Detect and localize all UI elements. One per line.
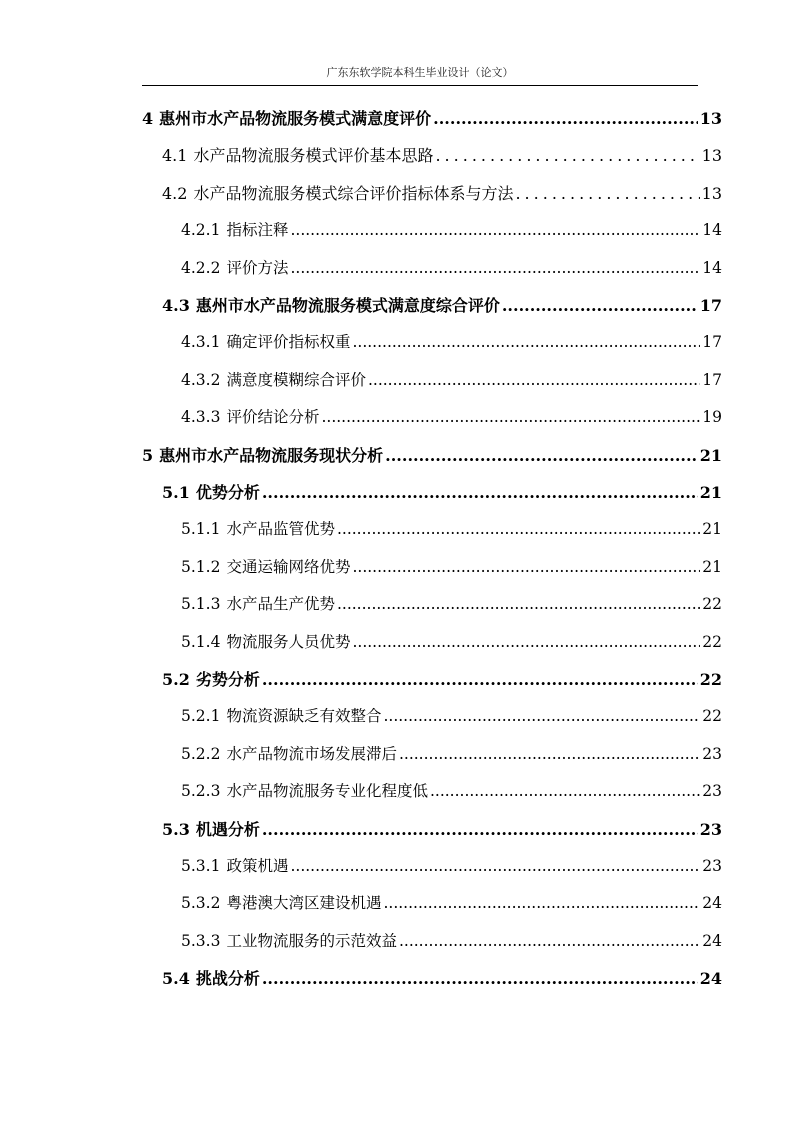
toc-entry-number: 5.2.3 xyxy=(181,782,221,801)
toc-dot-leader xyxy=(502,296,698,315)
toc-entry[interactable] xyxy=(181,517,722,541)
toc-entry-page-number: 22 xyxy=(699,670,722,689)
toc-entry-title: 惠州市水产品物流服务现状分析 xyxy=(159,445,384,465)
toc-entry[interactable] xyxy=(181,330,722,354)
toc-entry[interactable] xyxy=(181,405,722,429)
toc-entry-title: 政策机遇 xyxy=(226,857,289,875)
toc-entry-title: 物流服务人员优势 xyxy=(226,632,351,651)
toc-entry-page-number: 24 xyxy=(699,969,722,989)
toc-entry[interactable] xyxy=(162,480,722,504)
toc-entry-page-number: 14 xyxy=(702,258,722,277)
toc-dot-leader xyxy=(290,857,700,875)
toc-entry-title: 指标注释 xyxy=(226,221,289,240)
toc-entry-page-number: 21 xyxy=(699,483,722,502)
toc-entry[interactable] xyxy=(181,854,722,878)
toc-entry-title: 确定评价指标权重 xyxy=(226,333,351,352)
toc-dot-leader xyxy=(337,595,700,613)
toc-dot-leader xyxy=(337,520,700,538)
toc-entry-page-number: 17 xyxy=(699,296,722,315)
toc-dot-leader xyxy=(399,745,700,763)
toc-entry-title: 工业物流服务的示范效益 xyxy=(226,931,397,950)
toc-entry-page-number: 13 xyxy=(701,183,722,203)
toc-entry-page-number: 23 xyxy=(702,744,722,763)
toc-entry-title: 优势分析 xyxy=(195,483,260,502)
toc-entry[interactable] xyxy=(181,742,722,766)
toc-entry[interactable] xyxy=(162,143,722,167)
toc-entry[interactable] xyxy=(181,592,722,616)
page-header: 广东东软学院本科生毕业设计（论文） xyxy=(326,66,514,79)
toc-entry-page-number: 22 xyxy=(702,632,722,651)
toc-entry-title: 挑战分析 xyxy=(195,969,260,989)
toc-dot-leader xyxy=(435,146,699,165)
toc-entry-page-number: 22 xyxy=(702,707,722,726)
toc-entry-page-number: 17 xyxy=(702,333,722,352)
toc-dot-leader xyxy=(430,782,700,800)
toc-entry-number: 5.1.2 xyxy=(181,557,221,576)
toc-entry-page-number: 21 xyxy=(702,557,722,576)
toc-dot-leader xyxy=(321,408,700,426)
toc-entry-number: 5.3.3 xyxy=(181,931,221,950)
toc-entry-page-number: 17 xyxy=(702,370,722,389)
toc-dot-leader xyxy=(290,259,700,277)
toc-entry-page-number: 14 xyxy=(702,221,722,240)
toc-entry-title: 交通运输网络优势 xyxy=(226,557,351,576)
toc-entry-number: 4.3.3 xyxy=(181,408,221,427)
toc-entry-page-number: 24 xyxy=(702,931,722,950)
toc-entry-number: 5.2.1 xyxy=(181,707,221,726)
toc-entry[interactable] xyxy=(181,218,722,242)
toc-entry-number: 4 xyxy=(142,109,154,128)
toc-entry-title: 水产品物流服务模式评价基本思路 xyxy=(193,146,434,166)
toc-dot-leader xyxy=(399,932,700,950)
toc-entry[interactable] xyxy=(162,181,722,205)
toc-entry-title: 水产品物流服务模式综合评价指标体系与方法 xyxy=(193,183,514,203)
toc-entry-number: 4.2.2 xyxy=(181,258,221,277)
toc-entry[interactable] xyxy=(181,704,722,728)
toc-entry-number: 5.2 xyxy=(162,670,190,689)
toc-entry[interactable] xyxy=(181,929,722,953)
toc-entry[interactable] xyxy=(142,106,722,130)
toc-entry[interactable] xyxy=(142,443,722,467)
toc-entry-title: 评价结论分析 xyxy=(226,408,320,427)
toc-entry-page-number: 24 xyxy=(702,894,722,913)
toc-entry-title: 机遇分析 xyxy=(195,819,260,839)
toc-entry-page-number: 13 xyxy=(701,146,722,166)
toc-entry[interactable] xyxy=(181,891,722,915)
toc-entry-number: 5.1.3 xyxy=(181,595,221,614)
toc-entry-number: 5.2.2 xyxy=(181,744,221,763)
toc-dot-leader xyxy=(383,894,700,912)
toc-entry-number: 4.2 xyxy=(162,183,188,203)
toc-entry-number: 5.1.1 xyxy=(181,520,221,539)
toc-entry-page-number: 23 xyxy=(702,782,722,801)
toc-dot-leader xyxy=(515,184,699,203)
toc-dot-leader xyxy=(385,446,698,465)
toc-dot-leader xyxy=(262,969,698,988)
toc-entry[interactable] xyxy=(162,667,722,691)
toc-entry-number: 4.3 xyxy=(162,296,190,315)
toc-entry-number: 4.1 xyxy=(162,146,188,166)
toc-entry-number: 5.1.4 xyxy=(181,632,221,651)
toc-dot-leader xyxy=(290,221,700,239)
toc-dot-leader xyxy=(262,483,698,502)
toc-entry-title: 劣势分析 xyxy=(195,670,260,689)
toc-entry[interactable] xyxy=(162,293,722,317)
toc-dot-leader xyxy=(352,558,700,576)
toc-entry[interactable] xyxy=(181,368,722,392)
header-rule xyxy=(142,85,698,86)
toc-entry-page-number: 19 xyxy=(702,408,722,427)
toc-entry-title: 粤港澳大湾区建设机遇 xyxy=(226,894,382,913)
toc-entry-title: 满意度模糊综合评价 xyxy=(226,370,366,389)
toc-entry-number: 4.3.2 xyxy=(181,370,221,389)
toc-entry[interactable] xyxy=(181,256,722,280)
toc-entry[interactable] xyxy=(181,779,722,803)
toc-entry-number: 4.3.1 xyxy=(181,333,221,352)
toc-dot-leader xyxy=(262,820,698,839)
toc-entry-page-number: 21 xyxy=(702,520,722,539)
toc-entry-number: 5.3 xyxy=(162,819,190,839)
toc-entry-title: 水产品物流服务专业化程度低 xyxy=(226,782,428,801)
toc-entry-title: 水产品物流市场发展滞后 xyxy=(226,744,397,763)
toc-entry-number: 5 xyxy=(142,445,154,465)
toc-entry[interactable] xyxy=(162,817,722,841)
toc-entry-number: 5.3.1 xyxy=(181,857,221,875)
toc-entry-page-number: 22 xyxy=(702,595,722,614)
toc-entry-title: 惠州市水产品物流服务模式满意度评价 xyxy=(159,109,432,128)
toc-entry-title: 物流资源缺乏有效整合 xyxy=(226,707,382,726)
toc-entry-page-number: 23 xyxy=(699,819,722,839)
toc-dot-leader xyxy=(383,707,700,725)
toc-entry-page-number: 21 xyxy=(699,445,722,465)
toc-entry-number: 5.3.2 xyxy=(181,894,221,913)
toc-entry[interactable] xyxy=(181,630,722,654)
toc-entry-title: 水产品监管优势 xyxy=(226,520,335,539)
toc-entry-number: 5.4 xyxy=(162,969,190,989)
toc-dot-leader xyxy=(433,109,698,128)
toc-entry-title: 评价方法 xyxy=(226,258,289,277)
toc-entry[interactable] xyxy=(162,966,722,990)
toc-entry[interactable] xyxy=(181,555,722,579)
toc-dot-leader xyxy=(352,333,700,351)
toc-entry-page-number: 13 xyxy=(699,109,722,128)
toc-entry-title: 惠州市水产品物流服务模式满意度综合评价 xyxy=(195,296,500,315)
toc-entry-number: 4.2.1 xyxy=(181,221,221,240)
toc-dot-leader xyxy=(368,371,700,389)
toc-entry-number: 5.1 xyxy=(162,483,190,502)
toc-dot-leader xyxy=(262,670,698,689)
toc-entry-title: 水产品生产优势 xyxy=(226,595,335,614)
toc-dot-leader xyxy=(352,633,700,651)
toc-entry-page-number: 23 xyxy=(702,857,722,875)
